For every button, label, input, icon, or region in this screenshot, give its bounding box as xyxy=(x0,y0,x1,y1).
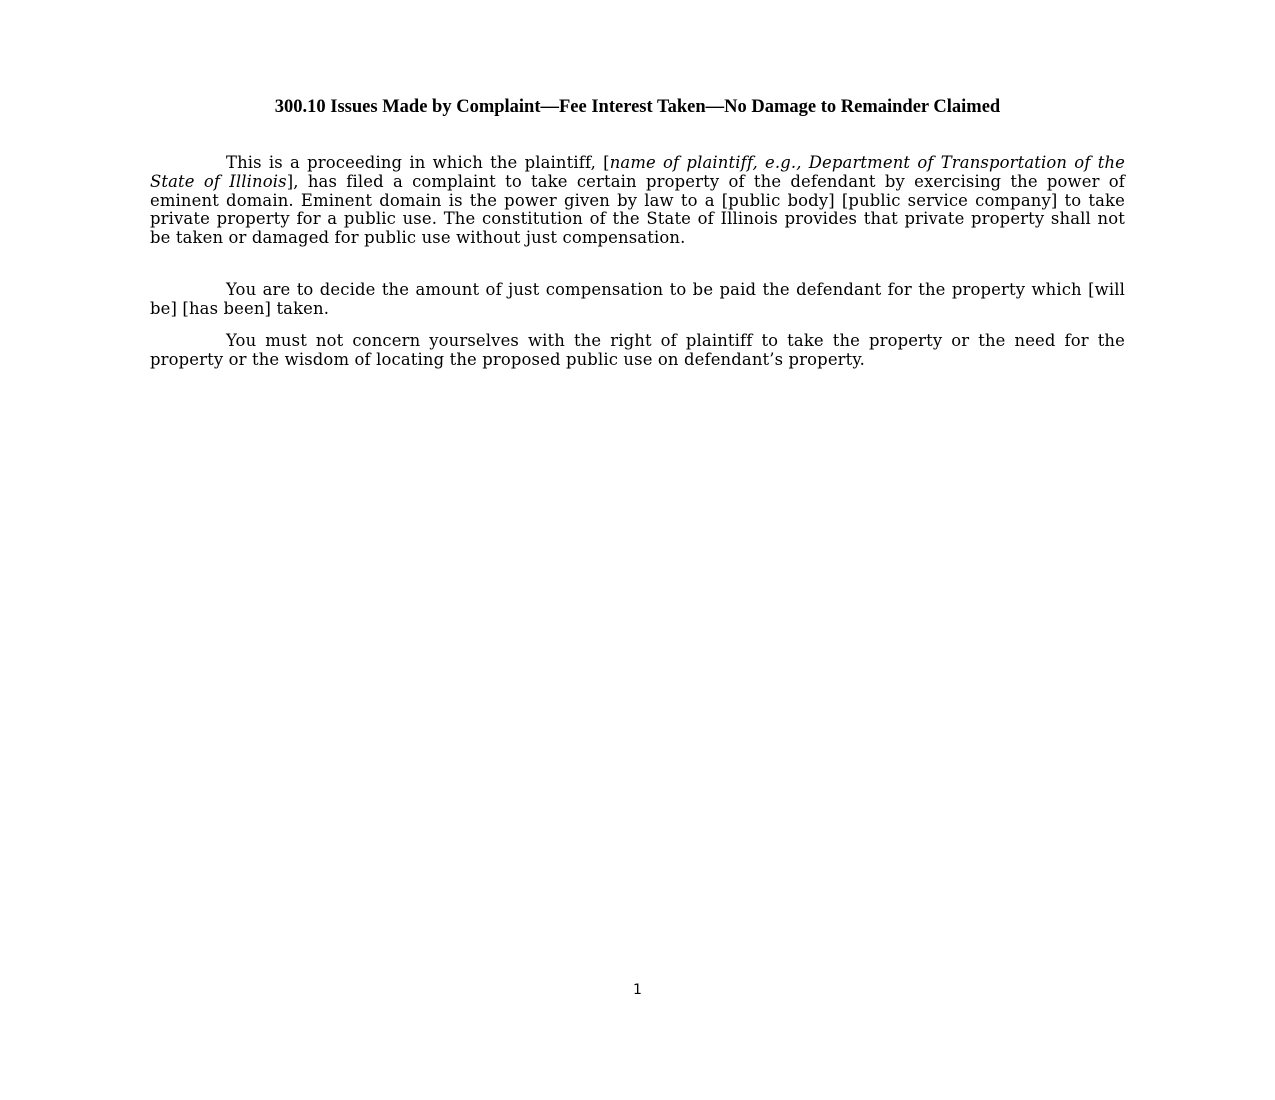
paragraph-1-container xyxy=(150,154,1125,262)
paragraph-3-container xyxy=(150,332,1125,384)
paragraph-2-container xyxy=(150,281,1125,333)
page-number: 1 xyxy=(633,982,642,998)
paragraph-1-italic-placeholder: name of plaintiff, e.g., Department of Transportation of the State of Illinois xyxy=(150,153,1126,191)
paragraph-3: You must not concern yourselves with the right of plaintiff to take the property or the need for the property or the wisdom of locating the proposed public use on defendant’s property. xyxy=(150,331,1125,369)
paragraph-2: You are to decide the amount of just compensation to be paid the defendant for the property which [will be] [has been] taken. xyxy=(150,280,1125,318)
paragraph-1-text-after: ], has filed a complaint to take certain property of the defendant by exercising the power of eminent domain. Eminent domain is the power given by law to a [public body] [public service company] to take private property for a public use. The constitution of the State of Illinois provides that private property shall not be taken or damaged for public use without just compensation. xyxy=(150,171,1126,248)
paragraph-1 xyxy=(150,154,1125,248)
paragraph-1-text-before: This is a proceeding in which the plaintiff, [ xyxy=(226,153,610,172)
section-title: 300.10 Issues Made by Complaint—Fee Interest Taken—No Damage to Remainder Claimed xyxy=(274,97,1001,117)
